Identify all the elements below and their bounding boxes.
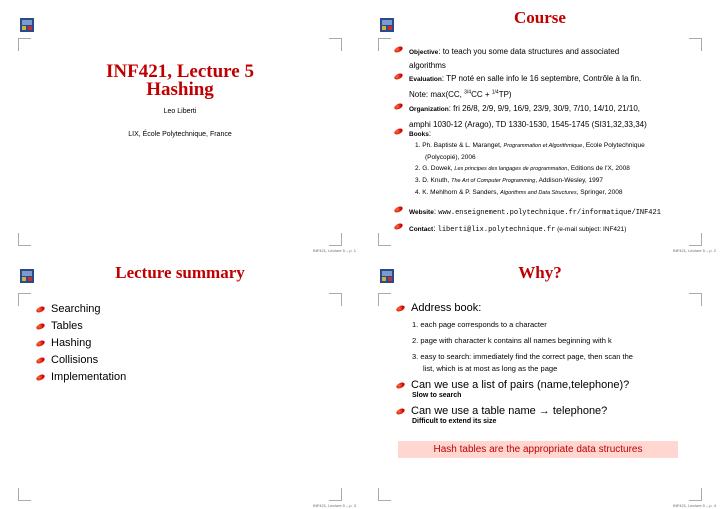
answer-text: Difficult to extend its size bbox=[412, 418, 497, 425]
step-item: 1. each page corresponds to a character bbox=[412, 320, 547, 329]
book-item: 1. Ph. Baptiste & L. Maranget, Programmation et Algorithmique, Ecole Polytechnique (Polycopié), 2006 bbox=[415, 142, 645, 161]
step-item: 3. easy to search: immediately find the correct page, then scan the list, which is at most as long as the page bbox=[412, 352, 633, 373]
list-item: Hashing bbox=[36, 335, 126, 352]
summary-list bbox=[36, 301, 126, 386]
page-footer: INF421, Lecture 5 – p. 3 bbox=[312, 503, 356, 508]
corner-mark bbox=[378, 293, 391, 306]
page-footer: INF421, Lecture 5 – p. 4 bbox=[672, 503, 716, 508]
bullet-icon bbox=[394, 223, 405, 230]
bullet-icon bbox=[36, 374, 47, 381]
why-content bbox=[396, 301, 706, 425]
bullet-icon bbox=[396, 382, 407, 389]
bullet-icon bbox=[36, 323, 47, 330]
slide-course bbox=[360, 0, 720, 254]
lecture-title: INF421, Lecture 5 bbox=[106, 61, 254, 82]
book-item: 2. G. Dowek, Les principes des langages de programmation, Editions de l'X, 2008 bbox=[415, 165, 630, 172]
corner-mark bbox=[378, 38, 391, 51]
question-list: Can we use a list of pairs (name,telephone)? bbox=[396, 378, 706, 392]
corner-mark bbox=[18, 233, 31, 246]
author: Leo Liberti bbox=[163, 108, 197, 115]
bullet-icon bbox=[36, 306, 47, 313]
corner-mark bbox=[378, 488, 391, 501]
bullet-icon bbox=[394, 103, 405, 110]
list-item: Collisions bbox=[36, 352, 126, 369]
page-footer: INF421, Lecture 5 – p. 2 bbox=[672, 248, 716, 253]
polytechnique-logo-icon bbox=[20, 18, 34, 32]
book-list bbox=[415, 140, 714, 199]
steps-list bbox=[412, 319, 706, 375]
list-item: Tables bbox=[36, 318, 126, 335]
list-item: Searching bbox=[36, 301, 126, 318]
affiliation: LIX, École Polytechnique, France bbox=[128, 131, 232, 138]
slide-why bbox=[360, 255, 720, 509]
organization: Organization: fri 26/8, 2/9, 9/9, 16/9, 23/9, 30/9, 7/10, 14/10, 21/10, amphi 1030-12 (Arago), TD 1330-1530, 1545-1745 (SI31,32,33,34) bbox=[394, 100, 714, 131]
bullet-icon bbox=[396, 305, 407, 312]
corner-mark bbox=[689, 488, 702, 501]
address-book-item: Address book: bbox=[396, 301, 706, 315]
corner-mark bbox=[378, 233, 391, 246]
corner-mark bbox=[329, 488, 342, 501]
corner-mark bbox=[18, 488, 31, 501]
answer-text: Slow to search bbox=[412, 392, 462, 399]
book-item: 4. K. Mehlhorn & P. Sanders, Algorithms and Data Structures, Springer, 2008 bbox=[415, 189, 623, 196]
bullet-icon bbox=[36, 340, 47, 347]
contact: Contact: liberti@lix.polytechnique.fr (e-mail subject: INF421) bbox=[394, 218, 714, 236]
note-formula: Note: max(CC, $^{3/4}$CC + $^{1/4}$TP) bbox=[409, 89, 512, 99]
slide-title: Why? bbox=[518, 263, 562, 282]
bullet-icon bbox=[396, 408, 407, 415]
bullet-icon bbox=[394, 128, 405, 135]
website: Website: www.enseignement.polytechnique.fr/informatique/INF421 bbox=[394, 201, 714, 219]
corner-mark bbox=[18, 293, 31, 306]
list-item: Implementation bbox=[36, 369, 126, 386]
evaluation: Evaluation: TP noté en salle info le 16 septembre, Contrôle à la fin. Note: max(CC, $^{3/4}$CC + $^{1/4}$TP) bbox=[394, 71, 704, 101]
books: Books: 1. Ph. Baptiste & L. Maranget, Programmation et Algorithmique, Ecole Polytechnique (Polycopié), 2006 2. G. Dowek, Les principes des langages de programmation, Editions de l'X, 2008 3. D. Knuth, The Art of Computer Programming, Addison-Wesley, 1997 4. K. Mehlhorn & P. Sanders, Algorithms and Data Structures, Springer, 2008 bbox=[394, 127, 714, 199]
page-footer: INF421, Lecture 5 – p. 1 bbox=[312, 248, 356, 253]
contact-email-link[interactable]: liberti@lix.polytechnique.fr bbox=[437, 226, 556, 234]
step-item: 2. page with character k contains all names beginning with k bbox=[412, 336, 612, 345]
website-link[interactable]: www.enseignement.polytechnique.fr/informatique/INF421 bbox=[438, 209, 661, 217]
corner-mark bbox=[329, 38, 342, 51]
objective: Objective: to teach you some data structures and associated algorithms bbox=[394, 44, 704, 71]
highlight-box: Hash tables are the appropriate data structures bbox=[398, 441, 678, 458]
book-item: 3. D. Knuth, The Art of Computer Programming, Addison-Wesley, 1997 bbox=[415, 177, 604, 184]
bullet-icon bbox=[36, 357, 47, 364]
bullet-icon bbox=[394, 73, 405, 80]
question-table: Can we use a table name → telephone? bbox=[396, 404, 706, 418]
slide-title: Course bbox=[514, 8, 566, 27]
bullet-icon bbox=[394, 206, 405, 213]
corner-mark bbox=[329, 293, 342, 306]
slide-title bbox=[0, 0, 360, 254]
slide-summary bbox=[0, 255, 360, 509]
lecture-subtitle: Hashing bbox=[146, 79, 214, 100]
corner-mark bbox=[18, 38, 31, 51]
bullet-icon bbox=[394, 46, 405, 53]
corner-mark bbox=[329, 233, 342, 246]
slide-title: Lecture summary bbox=[115, 263, 245, 282]
